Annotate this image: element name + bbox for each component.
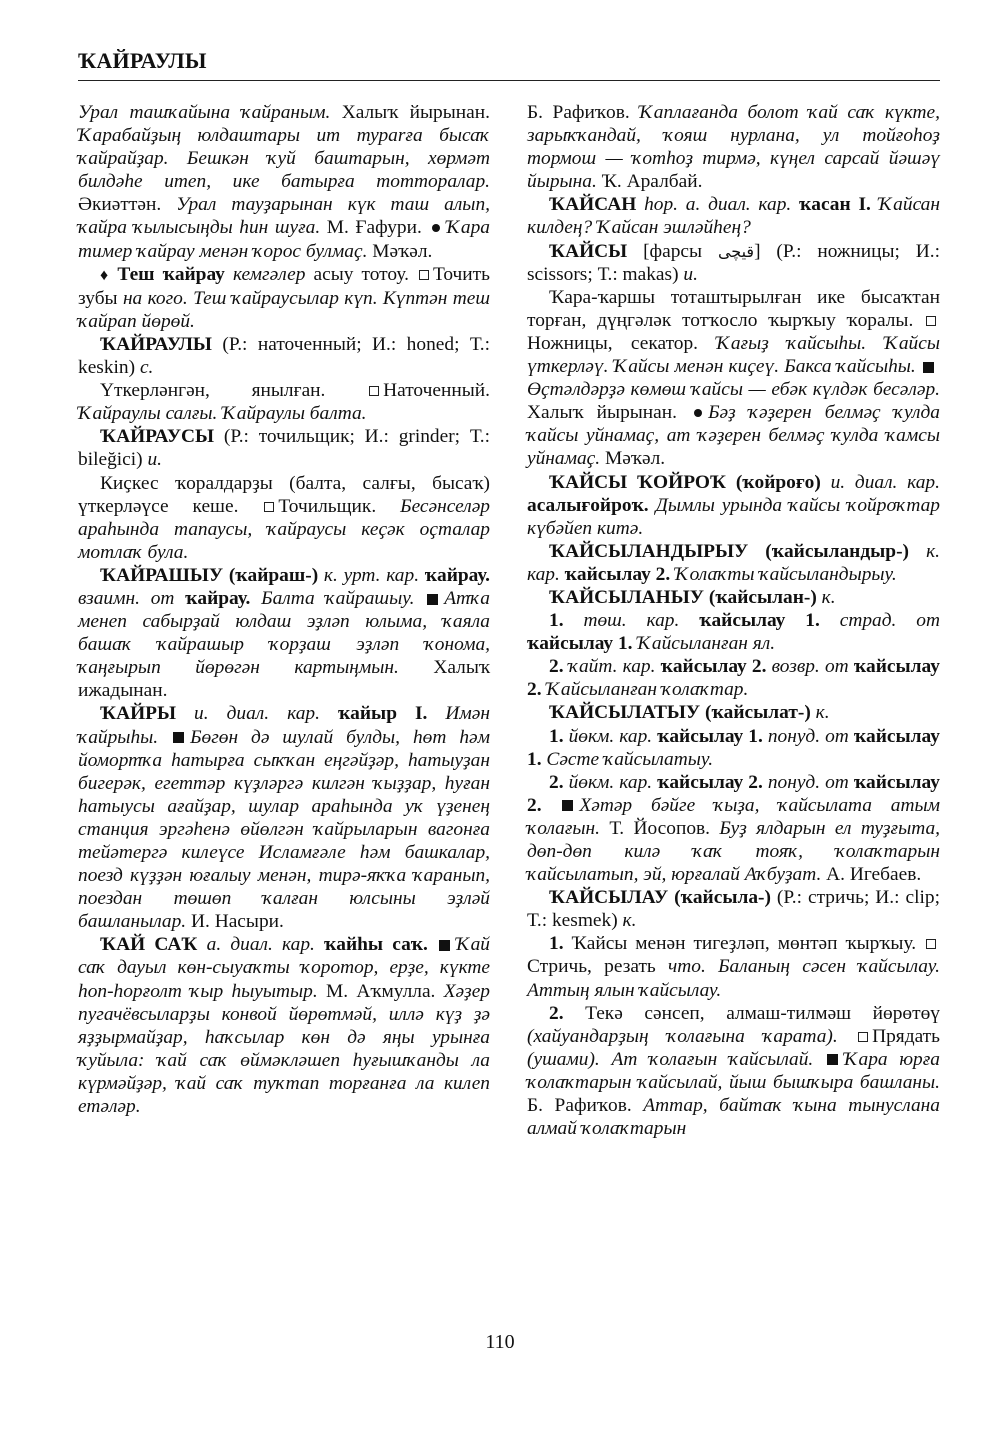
example-text: Ҡағыҙ ҡайсыһы. Ҡайсы үткерләү. Ҡайсы менән киҫеү. Бакса ҡайсыһы. <box>527 332 940 378</box>
definition: Киҫкес ҡоралдарҙы (балта, салғы, бысаҡ) үткерләүсе кеше. <box>78 472 490 517</box>
example-text: на кого. Теш ҡайраусылар күп. Күптән теш ҡайрап йөрөй. <box>78 287 490 332</box>
cross-reference: асалығойроҡ. <box>527 494 649 516</box>
entry-kai-sak <box>78 933 490 1118</box>
stem: (ҡайсылан-) <box>704 586 817 608</box>
russian-translation: Стричь, резать <box>527 956 669 978</box>
sense-2 <box>527 1002 940 1141</box>
cross-reference: ҡайсылау 1. <box>527 633 633 655</box>
entry-kaisy-koirok <box>527 471 940 540</box>
sense-number: 1. <box>549 725 564 747</box>
filled-square-icon <box>439 940 450 951</box>
example-text: Ҡаплағанда болот ҡай саҡ күкте, зарыҡҡандай, ҡояш нурлана, ул тойғоһоҙ тормош — ҡотһоҙ тирмә, күңел сарсай йәшәү йырына. <box>527 102 940 193</box>
headword: ҠАЙСЫЛАТЫУ <box>549 702 701 724</box>
continuation-paragraph <box>527 101 940 193</box>
grammar-note: а. диал. кар. <box>197 934 315 956</box>
filled-square-icon <box>173 732 184 743</box>
cross-reference: ҡайсылау 2. <box>655 656 767 678</box>
grammar-note: ҡайт. кар. <box>563 656 656 678</box>
source: Ҡ. Аралбай. <box>596 171 703 193</box>
source: Халыҡ ижадынан. <box>78 657 490 702</box>
bullet-icon <box>432 224 440 232</box>
headword: ҠАЙСЫЛАУ <box>549 887 669 909</box>
headword: ҠАЙРЫ <box>100 703 177 725</box>
empty-square-icon <box>419 270 429 280</box>
proverb: Ҡара тимер ҡайрау менән ҡорос булмаҫ. <box>78 217 490 262</box>
grammar-note: йөкм. кар. <box>563 771 653 793</box>
entry-kairausy-definition <box>78 472 490 564</box>
entry-kairausy <box>78 425 490 471</box>
arabic-script: قیچی <box>717 241 755 261</box>
stem: (ҡайсылат-) <box>700 702 811 724</box>
example-text: Балта ҡайрашыу. <box>250 587 426 609</box>
russian-translation: Наточенный. <box>383 380 490 402</box>
cross-reference: ҡайсылау 1. <box>652 725 763 747</box>
example-text: Ҡайсыланған ял. <box>632 633 776 655</box>
example-text: Ҡайсыланған ҡолаҡтар. <box>541 679 749 701</box>
cross-reference: ҡайрау. <box>419 564 490 586</box>
cross-reference: ҡайсылау 1. <box>527 725 940 770</box>
grammar-note: понуд. от <box>762 771 849 793</box>
sense-2 <box>527 655 940 701</box>
stem: (ҡойроғо) <box>726 471 821 493</box>
example-text: Атҡа менеп сабырҙай юлдаш эҙләп юлыма, ҡаяла башаҡ ҡайрашыр ҡорҙаш эҙләп ҡонома, ҡаңғырып йөрөгән картыңмын. <box>78 587 490 679</box>
example-text: Сәсте ҡайсылатыу. <box>541 748 714 770</box>
example-text: Урал ташҡайына ҡайраным. <box>78 102 331 123</box>
left-column <box>78 101 490 1118</box>
example-text: Баланың сәсен ҡайсылау. Аттың ялын ҡайсылау. <box>527 956 940 1001</box>
page-number: 110 <box>485 1331 515 1353</box>
russian-translation: Точить зубы <box>78 263 490 309</box>
running-head: ҠАЙРАУЛЫ <box>78 48 207 73</box>
headword: ҠАЙРАШЫУ <box>100 564 224 586</box>
example-text: Ҡарабайҙың юлдаштары ит тураrға бысаҡ ҡайрайҙар. Бешкән ҡуй баштарын, хөрмәт билдәһе итеп, ике батырға тотторалар. <box>78 125 490 193</box>
headword: ҠАЙСЫЛАНЫУ <box>549 586 705 608</box>
definition: асыу тотоу. <box>305 263 417 285</box>
definition: Текә сәнсеп, алмаш-тилмәш йөрөтөү <box>563 1002 940 1024</box>
sense-number: 2. <box>549 1002 564 1024</box>
russian-translation: Точильщик. <box>278 495 401 517</box>
headword: ҠАЙ САҠ <box>100 934 198 956</box>
cross-reference: ҡайсылау 1. <box>679 610 820 632</box>
source: Мәҡәл. <box>367 240 433 262</box>
grammar-note: взаимн. от <box>78 587 175 609</box>
russian-translation: Ножницы, секатор. <box>527 332 717 354</box>
translations: (Р.: наточенный; И.: honed; Т.: keskin) <box>78 333 490 379</box>
entry-kairy <box>78 702 490 933</box>
continuation-paragraph <box>78 101 490 263</box>
source: Б. Рафиҡов. <box>527 102 640 123</box>
example-text: Ҡайраулы салғы. Ҡайраулы балта. <box>78 403 367 425</box>
etymology: [фарсы <box>627 240 718 262</box>
definition: Ҡайсы менән тигеҙләп, мөнтәп ҡырҡыу. <box>563 933 924 955</box>
translations: ] (Р.: ножницы; И.: scissors; Т.: makas) <box>527 240 941 285</box>
cross-reference: ҡайыр I. <box>319 703 428 725</box>
filled-square-icon <box>923 362 934 373</box>
idiom-paragraph <box>78 263 490 333</box>
grammar-note: возвр. от <box>766 656 849 678</box>
cross-reference: ҡайсылау 2. <box>527 656 940 701</box>
cross-reference: ҡайсылау 2. <box>559 563 671 585</box>
sense-number: 2. <box>549 771 564 793</box>
empty-square-icon <box>926 316 936 326</box>
grammar-note: һор. а. диал. кар. <box>636 194 792 216</box>
example-text: Урал тауҙарынан күк таш алып, ҡайра ҡылысыңды һин шуға. <box>78 194 490 239</box>
grammar-note: и. диал. кар. <box>820 471 940 493</box>
example-text: Ҡара юрға ҡолаҡтарын ҡайсылай, йыш бышҡыра башланы. <box>527 1048 940 1093</box>
headword: ҠАЙСЫ <box>549 240 628 262</box>
part-of-speech: и. <box>147 449 163 471</box>
example-text: Буҙ ялдарын ел туҙғыта, дөп-дөп килә ҡаҡ тояҡ, ҡолаҡтарын ҡайсылатып, эй, юрғалай Аҡбуҙат. <box>527 817 940 886</box>
filled-square-icon <box>827 1054 838 1065</box>
sense-1 <box>527 609 940 655</box>
example-text: Имән ҡайрыһы. <box>78 703 491 748</box>
cross-reference: ҡайһы саҡ. <box>314 934 428 956</box>
filled-square-icon <box>427 594 438 605</box>
idiom: Теш ҡайрау <box>117 263 225 285</box>
grammar-note: и. диал. кар. <box>176 703 320 725</box>
example-text: Бөгөн дә шулай булды, һөт һәм йомортҡа һатырға сыҡҡан еңгәйҙәр, һатыуҙан бигерәк, егеттәр күҙләргә килгән ҡыҙҙар, һуған һатыусы ағайҙар, шулар араһында уҡ үҙенең станция эргәһенә өйөлгән ҡайрыларын вагонға тейәтергә килеүсе Исламғәле һәм башкалар, поезд күҙҙән юғалыу менән, тирә-яҡҡа ҡаранып, поездан төшөп ҡалған юлсыны эҙләй башланылар. <box>78 726 490 933</box>
sense-number: 2. <box>549 656 564 678</box>
bullet-icon <box>694 409 702 417</box>
definition: Ҡара-ҡаршы тоташтырылған ике бысаҡтан торған, дүңгәләк тотҡосло ҡырҡыу ҡоралы. <box>527 286 940 331</box>
grammar-note: страд. от <box>819 610 940 632</box>
stem: (ҡайсыла-) <box>668 887 771 909</box>
proverb: Бәҙ ҡәҙерен белмәҫ ҡулда ҡайсы уйнамаҫ, ат ҡәҙерен белмәҫ ҡулда ҡамсы уйнамаҫ. <box>527 402 940 470</box>
empty-square-icon <box>264 502 274 512</box>
sense-1 <box>527 725 940 771</box>
headword: ҠАЙРАУЛЫ <box>100 333 212 355</box>
grammar-note: к. кар. <box>527 540 940 585</box>
sense-1 <box>527 932 940 1001</box>
source: Мәҡәл. <box>600 448 666 470</box>
grammar-note: йөкм. кар. <box>563 725 653 747</box>
source: М. Аҡмулла. <box>317 980 444 1002</box>
usage-note: (хайуандарҙың ҡолағына ҡарата). <box>527 1025 838 1047</box>
right-column <box>527 101 940 1140</box>
diamond-icon: ♦ <box>100 266 112 284</box>
cross-reference: ҡасан I. <box>791 194 871 216</box>
example-text: Ҡайсан килдең? Ҡайсан эшләйһең? <box>527 194 940 239</box>
source: Халыҡ йырынан. <box>527 402 691 424</box>
translations: (Р.: точильщик; И.: grinder; Т.: bileğici) <box>78 426 490 471</box>
example-text: Дымлы урында ҡайсы ҡойроҡтар күбәйеп китә. <box>527 494 940 539</box>
example-text: Ҡолаҡты ҡайсыландырыу. <box>670 563 897 585</box>
example-text: Аттар, байтаҡ ҡына тынyслана алмай ҡолаҡтарын <box>527 1095 940 1140</box>
entry-kaisylau <box>527 886 940 932</box>
filled-square-icon <box>562 800 573 811</box>
source: Халыҡ йырынан. <box>330 102 490 123</box>
entry-kairashyu <box>78 564 490 703</box>
stem: (ҡайраш-) <box>223 564 319 586</box>
sense-number: 1. <box>549 933 564 955</box>
part-of-speech: к. <box>622 910 637 932</box>
source: А. Игебаев. <box>821 864 922 886</box>
grammar-note: что. <box>668 956 706 978</box>
source: Б. Рафиҡов. <box>527 1095 644 1117</box>
entry-kairauly-definition <box>78 379 490 425</box>
entry-kaisylanyu <box>527 586 940 609</box>
headword: ҠАЙСЫ ҠОЙРОҠ <box>549 471 727 493</box>
example-text: (ушами). Ат ҡолағын ҡайсылай. <box>527 1048 825 1070</box>
example-text: Хәҙер пугачёвсыларҙы конвой йөрөтмәй, иллә күҙ ҙә яҙҙырмайҙар, һаҡсылар көн дә яңы урынға ҡуйыла: ҡай саҡ өймәкләшеп һуғышҡанды ла күрмәйҙәр, ҡай саҡ туҡтап торғанға ла килеп етәләр. <box>78 980 491 1118</box>
sense-number: 1. <box>549 610 564 632</box>
sense-2 <box>527 771 940 886</box>
source: М. Ғафури. <box>320 217 429 239</box>
entry-kaisy-definition <box>527 286 940 471</box>
stem: (ҡайсыландыр-) <box>748 540 909 562</box>
grammar-note: понуд. от <box>762 725 849 747</box>
part-of-speech: к. <box>810 702 830 724</box>
grammar-note: к. урт. кар. <box>318 564 420 586</box>
source: Т. Йосопов. <box>600 817 720 839</box>
cross-reference: ҡайсылау 2. <box>652 771 763 793</box>
part-of-speech: с. <box>139 357 154 379</box>
source: И. Насыри. <box>186 911 284 933</box>
headword: ҠАЙСАН <box>549 194 637 216</box>
entry-kaisan <box>527 193 940 239</box>
header-rule <box>78 80 940 81</box>
definition: Үткерләнгән, янылған. <box>100 380 368 402</box>
cross-reference: ҡайсылау 2. <box>527 771 940 816</box>
entry-kairauly <box>78 333 490 379</box>
grammar-note: төш. кар. <box>563 610 680 632</box>
source: Әкиәттән. <box>78 194 177 216</box>
example-text: Хәтәр бәйге ҡыҙа, ҡайсылата атым ҡолағын. <box>527 794 940 839</box>
russian-translation: Прядать <box>872 1025 940 1047</box>
example-text: Ҡай саҡ дауыл көн-сыуаҡты ҡоротор, ерҙе, күкте һоп-һорғолт ҡыр һыуытыр. <box>78 934 490 1002</box>
headword: ҠАЙСЫЛАНДЫРЫУ <box>549 540 749 562</box>
entry-kaisy <box>527 240 940 286</box>
translations: (Р.: стричь; И.: clip; Т.: kesmek) <box>527 887 940 932</box>
part-of-speech: и. <box>683 263 698 285</box>
example-text: Өҫтәлдәрҙә көмөш ҡайсы — ебәк күлдәк бесәләр. <box>527 379 940 401</box>
cross-reference: ҡайрау. <box>174 587 251 609</box>
empty-square-icon <box>369 386 379 396</box>
empty-square-icon <box>858 1032 868 1042</box>
entry-kaisylandyryu <box>527 540 940 586</box>
part-of-speech: к. <box>816 586 836 608</box>
entry-kaisylatyu <box>527 701 940 724</box>
headword: ҠАЙРАУСЫ <box>100 426 215 448</box>
empty-square-icon <box>926 939 936 949</box>
grammar-note: кемгәлер <box>232 263 306 285</box>
example-text: Бесәнселәр араһында тапаусы, ҡайраусы кеҫәк оҫталар мотлаҡ була. <box>78 495 490 563</box>
